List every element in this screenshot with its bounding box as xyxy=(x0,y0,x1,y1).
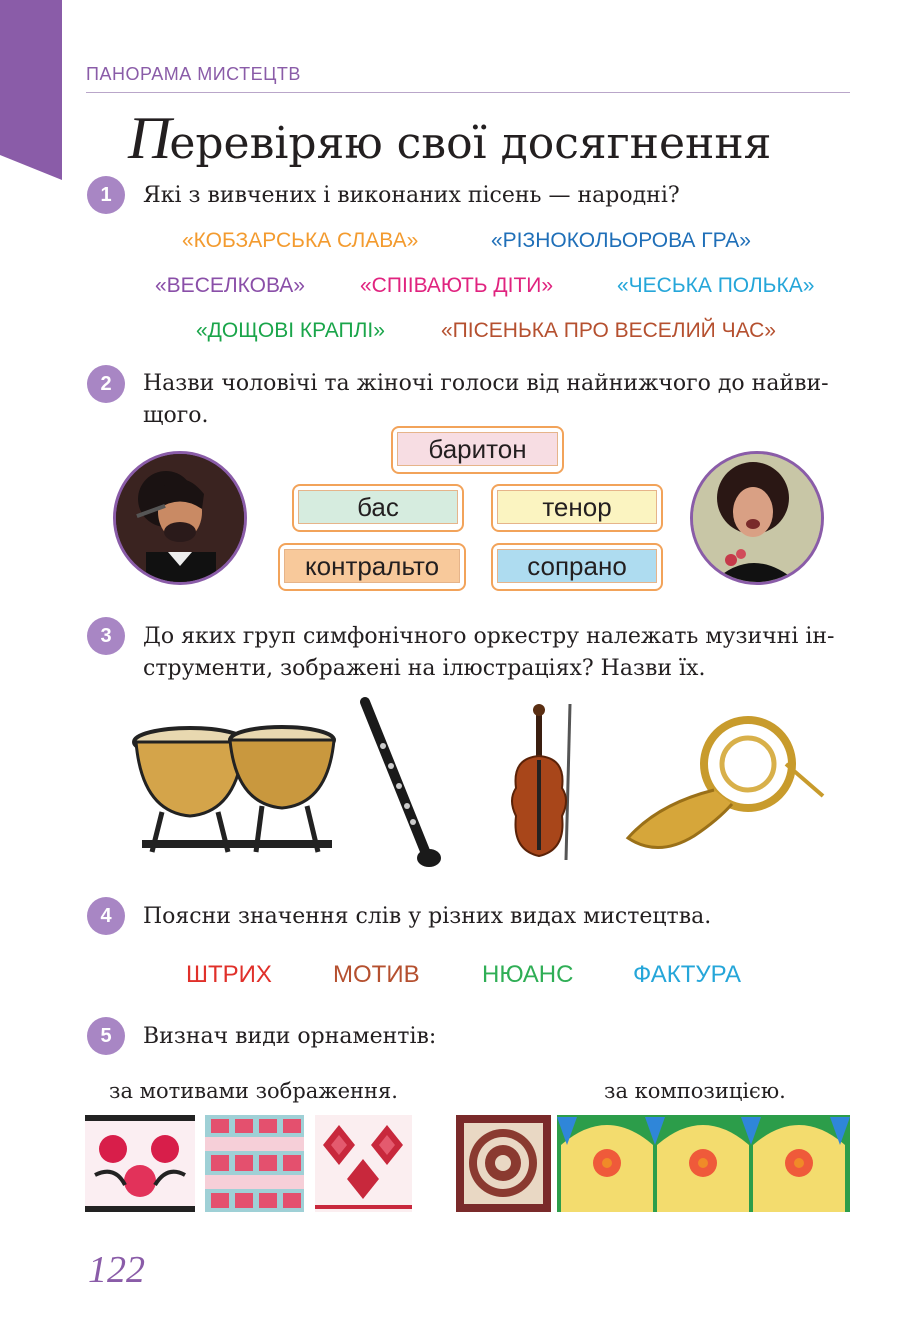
female-singer-photo xyxy=(690,451,824,585)
question-5-text: Визнач види орнаментів: xyxy=(143,1024,437,1049)
french-horn-image xyxy=(618,708,830,864)
clarinet-image xyxy=(355,696,450,871)
ornament-circular-meander xyxy=(456,1115,551,1212)
song-kobzarska-slava: «КОБЗАРСЬКА СЛАВА» xyxy=(182,229,419,252)
ornament-geometric-embroidery xyxy=(315,1115,412,1212)
voice-label-contralto: контральто xyxy=(284,549,460,583)
song-pisenka-pro-veselyi-chas: «ПІСЕНЬКА ПРО ВЕСЕЛИЙ ЧАС» xyxy=(441,319,776,342)
voice-box-contralto xyxy=(278,543,466,591)
voice-label-baryton: баритон xyxy=(397,432,558,466)
question-3-line-2: струменти, зображені на ілюстраціях? Назви їх. xyxy=(143,656,706,681)
word-nyuans: НЮАНС xyxy=(482,961,574,988)
voice-box-bas xyxy=(292,484,464,532)
question-2-line-2: щого. xyxy=(143,403,209,428)
voice-label-tenor: тенор xyxy=(497,490,657,524)
caption-by-motifs: за мотивами зображення. xyxy=(109,1079,398,1103)
question-number-3: 3 xyxy=(87,617,125,655)
question-4-text: Поясни значення слів у різних видах мистецтва. xyxy=(143,904,712,929)
voice-box-tenor xyxy=(491,484,663,532)
song-veselkova: «ВЕСЕЛКОВА» xyxy=(155,274,305,297)
page-title xyxy=(128,104,771,173)
question-number-5: 5 xyxy=(87,1017,125,1055)
sidebar-bookmark xyxy=(0,0,62,180)
song-riznokolorova-hra: «РІЗНОКОЛЬОРОВА ГРА» xyxy=(491,229,751,252)
song-doshchovi-krapli: «ДОЩОВІ КРАПЛІ» xyxy=(196,319,385,342)
voice-label-soprano: сопрано xyxy=(497,549,657,583)
word-shtryh: ШТРИХ xyxy=(186,961,272,988)
question-3-line-1: До яких груп симфонічного оркестру належать музичні ін- xyxy=(143,624,835,649)
song-cheska-polka: «ЧЕСЬКА ПОЛЬКА» xyxy=(617,274,815,297)
male-singer-photo xyxy=(113,451,247,585)
section-tag: ПАНОРАМА МИСТЕЦТВ xyxy=(86,64,301,84)
voice-box-baryton xyxy=(391,426,564,474)
question-number-4: 4 xyxy=(87,897,125,935)
voice-label-bas: бас xyxy=(298,490,458,524)
song-spivaiut-dity: «СПІІВАЮТЬ ДІТИ» xyxy=(360,274,554,297)
ornament-elephants-embroidery xyxy=(205,1115,304,1212)
violin-image xyxy=(494,700,584,868)
ornament-floral-embroidery xyxy=(85,1115,195,1212)
question-2-line-1: Назви чоловічі та жіночі голоси від найнижчого до найви- xyxy=(143,371,829,396)
title-initial: П xyxy=(128,105,170,171)
caption-by-composition: за композицією. xyxy=(604,1079,786,1103)
header-divider xyxy=(86,92,850,93)
word-motyv: МОТИВ xyxy=(333,961,420,988)
word-faktura: ФАКТУРА xyxy=(633,961,742,988)
voice-box-soprano xyxy=(491,543,663,591)
question-1-text: Які з вивчених і виконаних пісень — народні? xyxy=(143,183,680,208)
question-number-1: 1 xyxy=(87,176,125,214)
page-number: 122 xyxy=(88,1249,145,1291)
question-number-2: 2 xyxy=(87,365,125,403)
title-rest: еревіряю свої досягнення xyxy=(169,118,772,169)
timpani-image xyxy=(132,712,344,862)
ornament-floral-tulips xyxy=(557,1115,850,1212)
